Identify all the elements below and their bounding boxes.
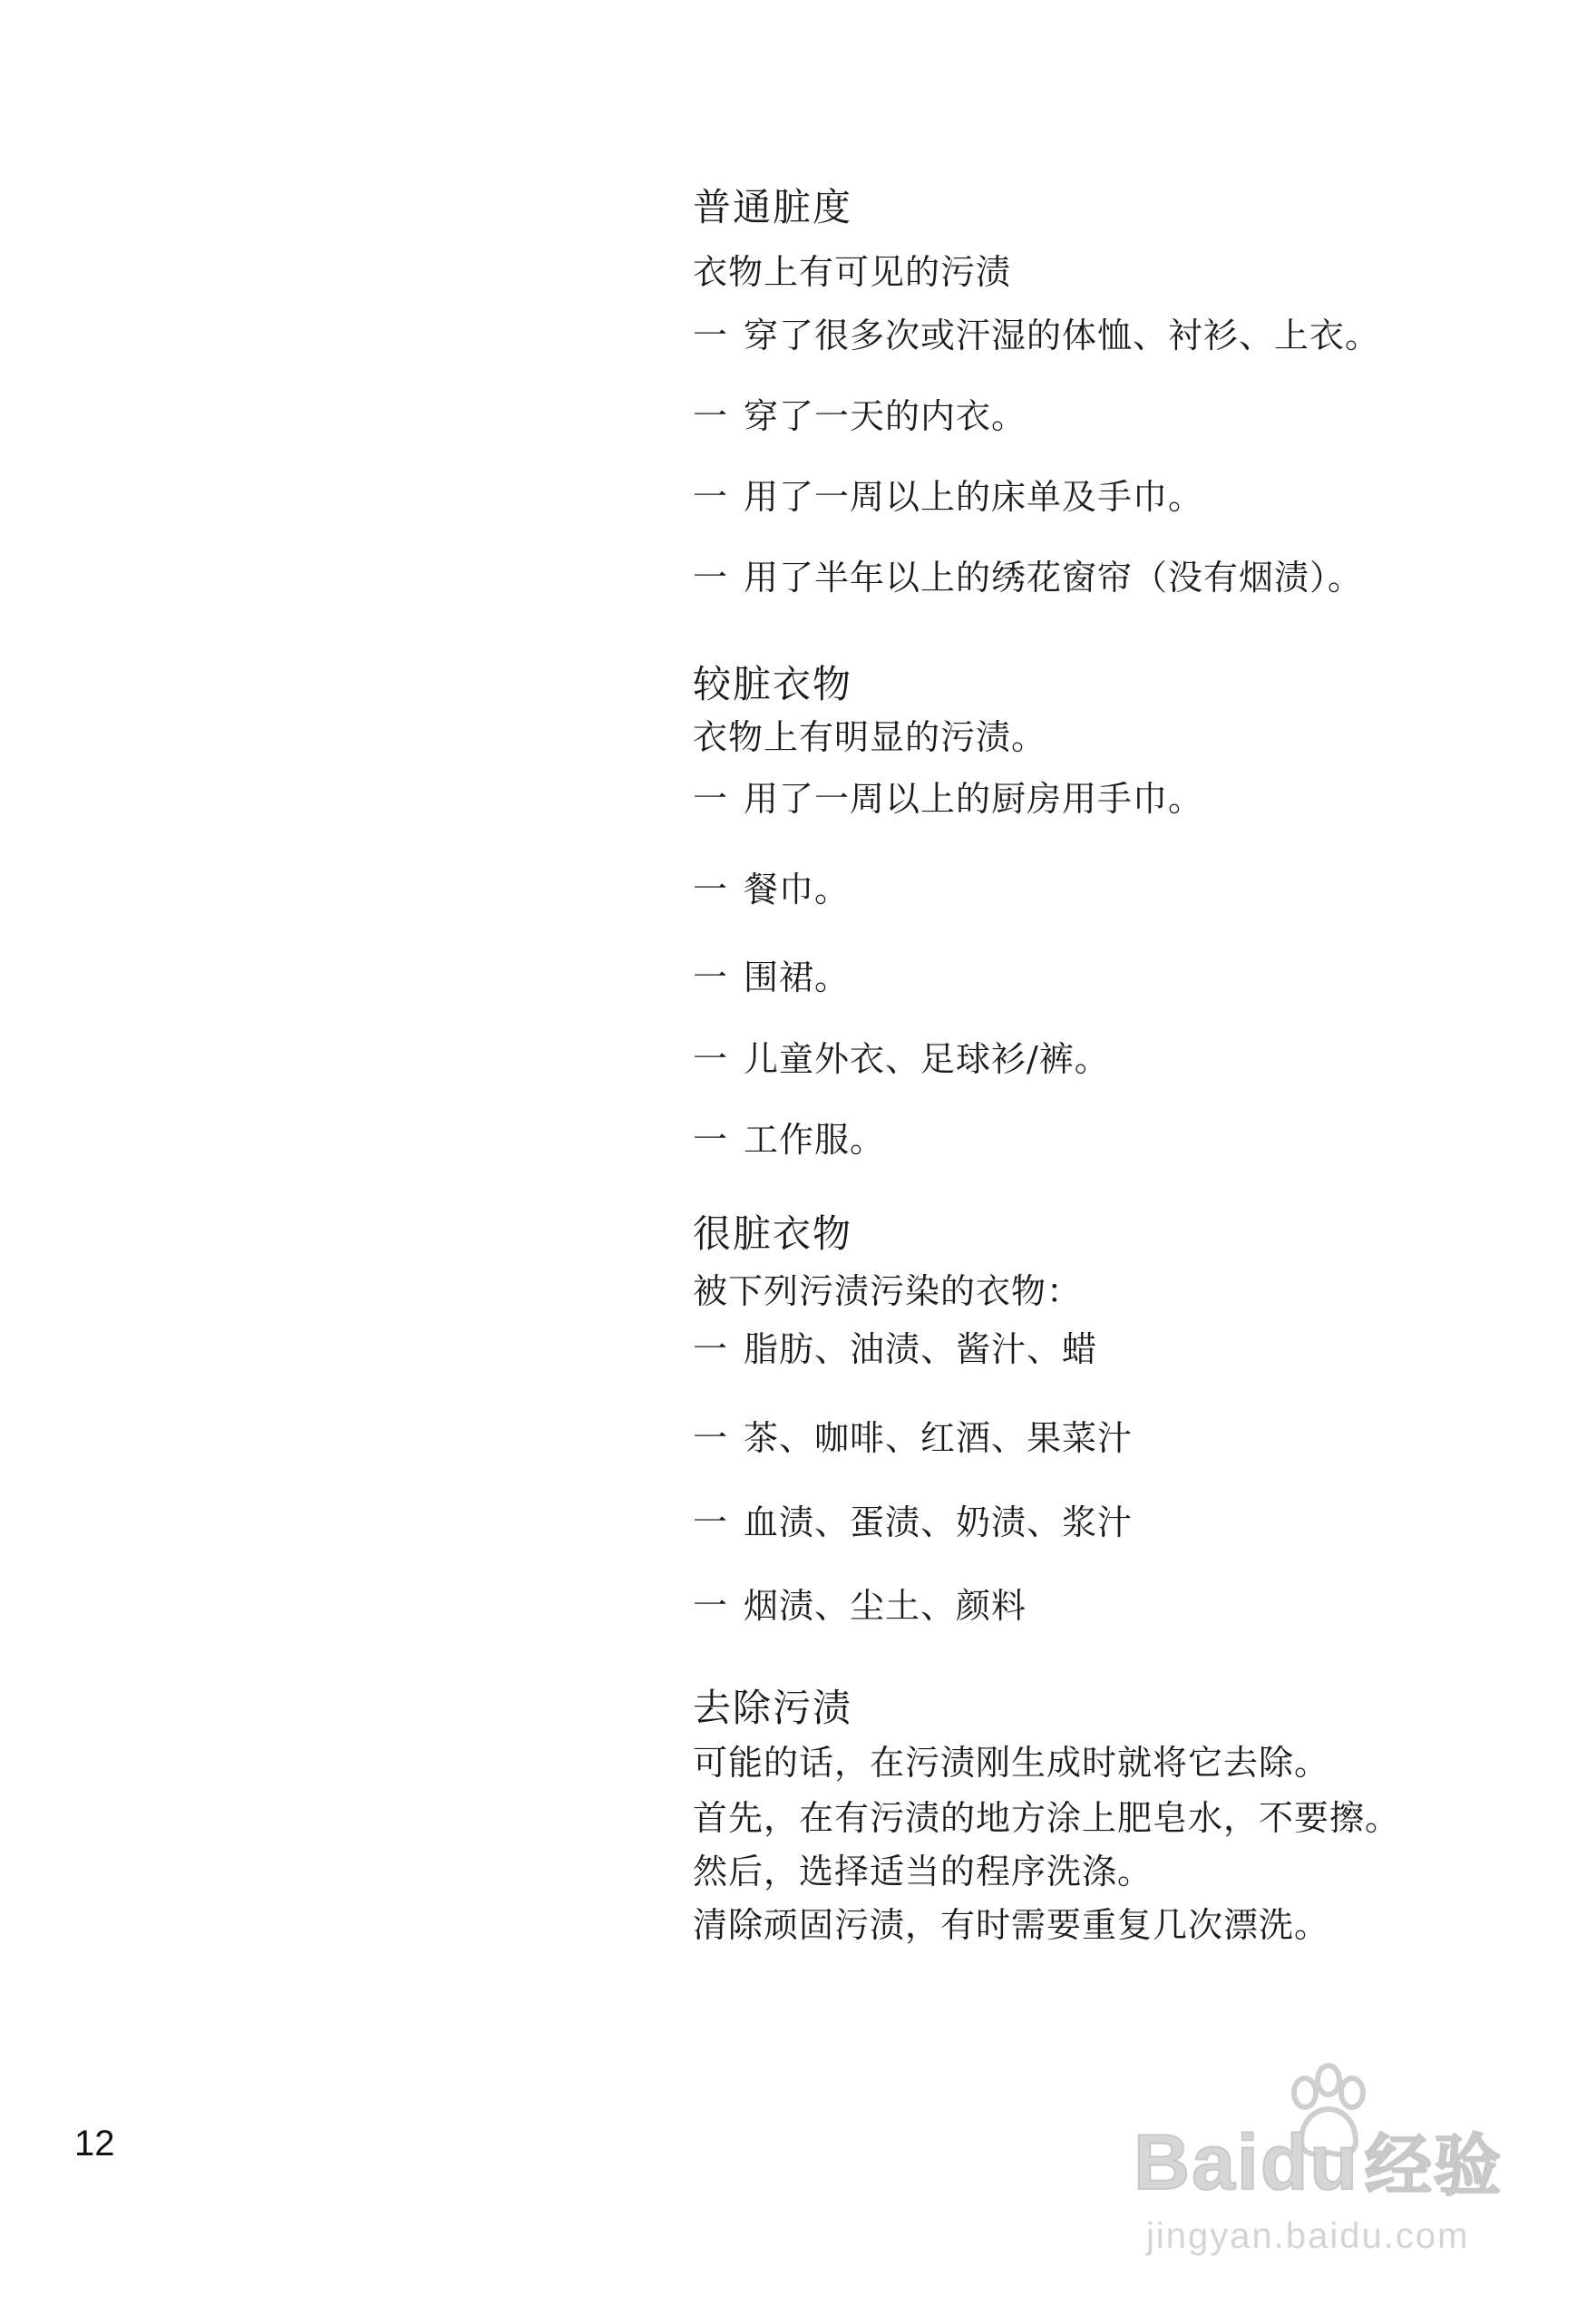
dash-marker: 一 [693,958,729,997]
watermark-url: jingyan.baidu.com [1146,2216,1470,2256]
list-item [693,957,850,998]
dash-marker: 一 [693,558,729,598]
list-item-text: 茶、咖啡、红酒、果菜汁 [744,1418,1134,1458]
paragraph-line: 首先，在有污渍的地方涂上肥皂水，不要擦。 [693,1798,1401,1838]
watermark-logo-latin: Baidu [1134,2119,1359,2206]
list-item [693,1328,1097,1370]
baidu-jingyan-watermark [1134,2058,1514,2267]
list-item-text: 用了一周以上的厨房用手巾。 [744,779,1204,819]
dash-marker: 一 [693,1039,729,1079]
watermark-logo-cn: 经验 [1364,2127,1503,2205]
dash-marker: 一 [693,1120,729,1160]
list-item-text: 穿了一天的内衣。 [744,396,1027,436]
list-item-text: 用了半年以上的绣花窗帘（没有烟渍）。 [744,558,1364,598]
list-item [693,476,1203,518]
list-item [693,315,1380,356]
list-item [693,1038,1110,1080]
dash-marker: 一 [693,1329,729,1369]
list-item [693,1119,885,1161]
list-item-text: 儿童外衣、足球衫/裤。 [744,1039,1110,1079]
dash-marker: 一 [693,779,729,819]
section-heading-normal: 普通脏度 [693,185,853,229]
section-description: 衣物上有可见的污渍 [693,252,1012,292]
paragraph-line: 清除顽固污渍，有时需要重复几次漂洗。 [693,1905,1330,1945]
list-item-text: 穿了很多次或汗湿的体恤、衬衫、上衣。 [744,316,1381,355]
list-item [693,395,1027,437]
list-item [693,869,850,910]
dash-marker: 一 [693,1418,729,1458]
list-item-text: 脂肪、油渍、酱汁、蜡 [744,1329,1098,1369]
dash-marker: 一 [693,870,729,909]
dash-marker: 一 [693,396,729,436]
list-item [693,1585,1027,1627]
list-item [693,1417,1133,1459]
section-heading-dirty: 较脏衣物 [693,662,853,706]
dash-marker: 一 [693,1586,729,1626]
paragraph-line: 然后，选择适当的程序洗涤。 [693,1852,1153,1891]
dash-marker: 一 [693,477,729,517]
list-item-text: 工作服。 [744,1120,886,1160]
dash-marker: 一 [693,316,729,355]
list-item-text: 餐巾。 [744,870,851,909]
list-item-text: 烟渍、尘土、颜料 [744,1586,1027,1626]
list-item [693,557,1363,598]
list-item-text: 用了一周以上的床单及手巾。 [744,477,1204,517]
page-number: 12 [74,2124,115,2163]
dash-marker: 一 [693,1502,729,1542]
list-item [693,1502,1133,1543]
list-item-text: 围裙。 [744,958,851,997]
list-item [693,778,1203,820]
section-description: 衣物上有明显的污渍。 [693,717,1047,757]
list-item-text: 血渍、蛋渍、奶渍、浆汁 [744,1502,1134,1542]
section-description: 被下列污渍污染的衣物： [693,1271,1083,1311]
watermark-logo-text [1134,2119,1503,2207]
section-heading-very-dirty: 很脏衣物 [693,1211,853,1256]
paragraph-line: 可能的话，在污渍刚生成时就将它去除。 [693,1743,1330,1783]
section-heading-stain-removal: 去除污渍 [693,1686,853,1730]
